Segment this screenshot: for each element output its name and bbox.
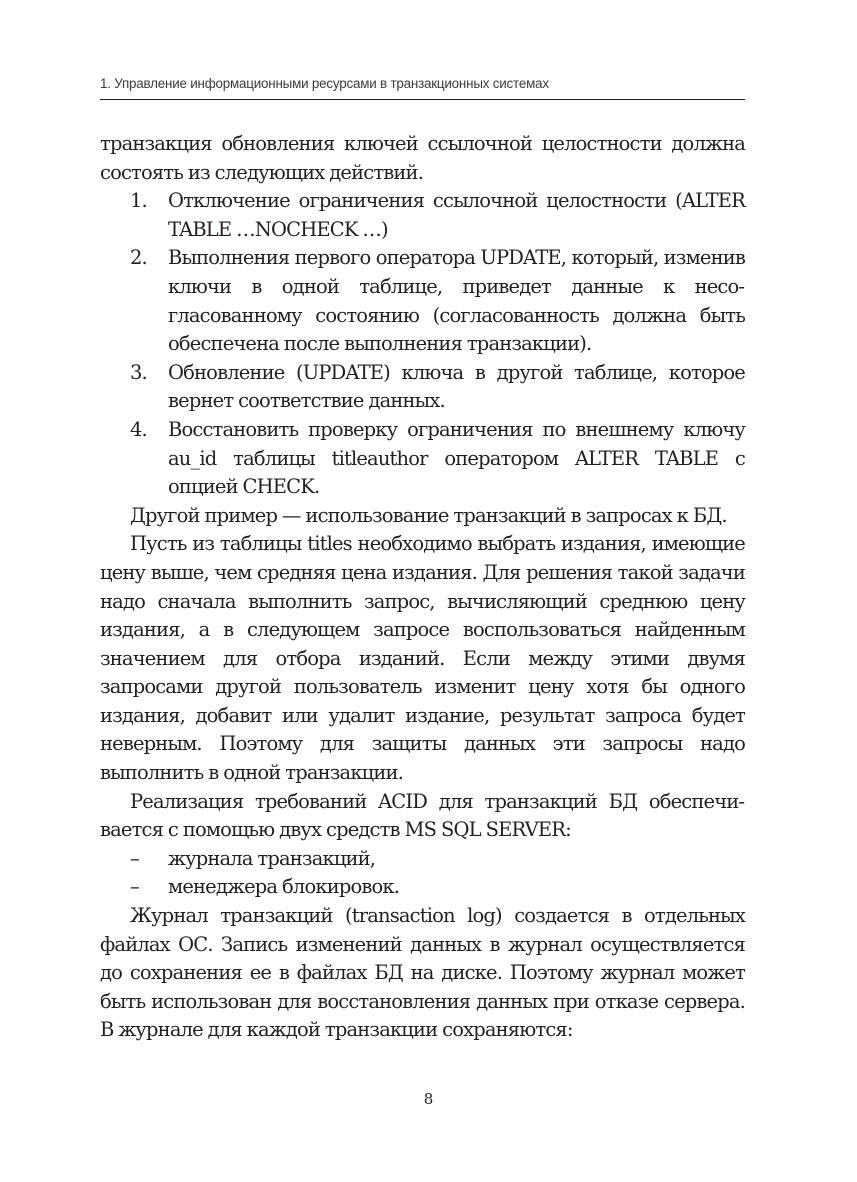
page-body bbox=[100, 130, 745, 1045]
list-item-text: журнала транзакций, bbox=[168, 846, 376, 870]
list-item bbox=[100, 873, 745, 902]
list-item-text: Восстановить проверку ограничения по внешнему ключу au_id таблицы titleauthor оператором ALTER TABLE с опцией CHECK. bbox=[168, 417, 745, 499]
list-item-text: менеджера блокировок. bbox=[168, 875, 400, 899]
list-item-dash: – bbox=[130, 875, 139, 899]
tools-list bbox=[100, 845, 745, 902]
paragraph-acid: Реализация требований ACID для транзакций БД обеспечивается с помощью двух средств MS SQL SERVER: bbox=[100, 789, 745, 842]
list-item-text: Отключение ограничения ссылочной целостности (ALTER TABLE …NOCHECK …) bbox=[168, 189, 745, 241]
page-number: 8 bbox=[423, 1090, 434, 1108]
steps-list bbox=[100, 187, 745, 502]
list-item-text: Выполнения первого оператора UPDATE, который, изменив ключи в одной таблице, приведет данные к несогласованному состоянию (согласованность должна быть обеспечена после выполнения транзакции). bbox=[168, 246, 745, 356]
list-item-number: 1. bbox=[130, 189, 147, 213]
paragraph-intro: транзакция обновления ключей ссылочной целостности должна состоять из следующих действий. bbox=[100, 132, 745, 184]
running-header: 1. Управление информационными ресурсами в транзакционных системах bbox=[100, 76, 549, 91]
list-item bbox=[100, 359, 745, 416]
header-divider bbox=[100, 99, 745, 100]
list-item bbox=[100, 187, 745, 244]
paragraph-transaction-log: Журнал транзакций (transaction log) создается в отдельных файлах ОС. Запись изменений данных в журнал осуществляется до сохранения ее в файлах БД на диске. Поэтому журнал может быть использован для восстановления данных при отказе сервера. В журнале для каждой транзакции сохраняются: bbox=[100, 904, 745, 1042]
list-item bbox=[100, 416, 745, 502]
paragraph-example: Другой пример — использование транзакций в запросах к БД. bbox=[130, 503, 727, 527]
list-item bbox=[100, 244, 745, 358]
list-item-text: Обновление (UPDATE) ключа в другой таблице, которое вернет соответствие данных. bbox=[168, 360, 745, 413]
list-item-number: 4. bbox=[130, 417, 147, 441]
paragraph-titles-query: Пусть из таблицы titles необходимо выбрать издания, имеющие цену выше, чем средняя цена издания. Для решения такой задачи надо сначала выполнить запрос, вычисляющий среднюю цену издания, а в следующем запросе воспользоваться найденным значением для отбора изданий. Если между этими двумя запросами другой пользователь изменит цену хотя бы одного издания, добавит или удалит издание, результат запроса будет неверным. Поэтому для защиты данных эти запросы надо выполнить в одной транзакции. bbox=[100, 532, 745, 785]
list-item-number: 2. bbox=[130, 246, 147, 270]
list-item-dash: – bbox=[130, 846, 139, 870]
list-item bbox=[100, 845, 745, 874]
list-item-number: 3. bbox=[130, 360, 147, 384]
